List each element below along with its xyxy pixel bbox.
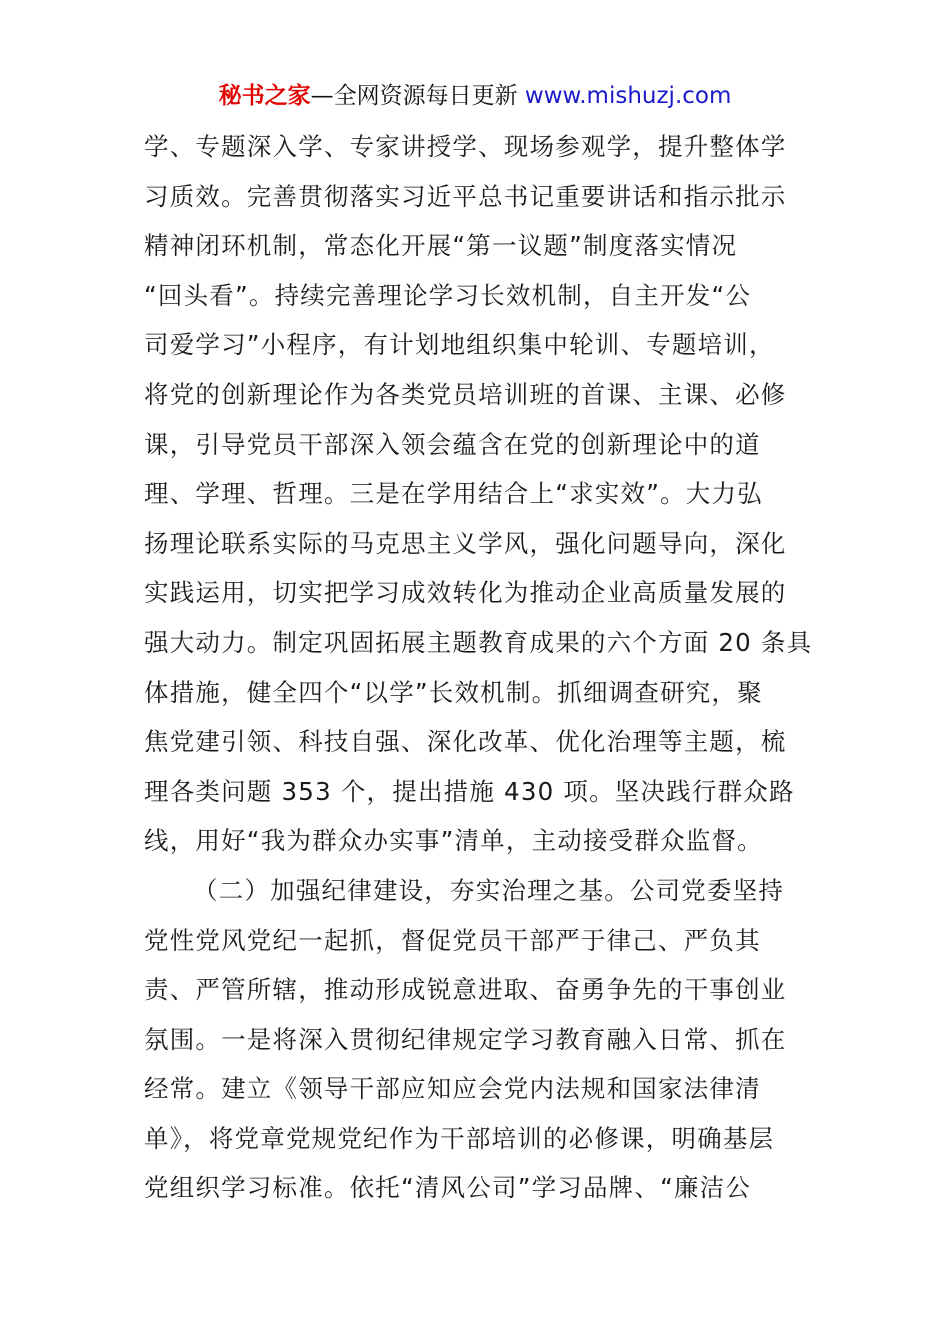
text-line: 单》，将党章党规党纪作为干部培训的必修课，明确基层 [144, 1123, 775, 1153]
text-line: 经常。建立《领导干部应知应会党内法规和国家法律清 [144, 1074, 761, 1104]
text-line: 学、专题深入学、专家讲授学、现场参观学，提升整体学 [144, 132, 787, 161]
text-line: 将党的创新理论作为各类党员培训班的首课、主课、必修 [144, 379, 787, 409]
header-tagline: —全网资源每日更新 [310, 83, 518, 109]
site-header [0, 78, 950, 114]
text-line: 氛围。一是将深入贯彻纪律规定学习教育融入日常、抓在 [144, 1024, 787, 1054]
text-line: 党性党风党纪一起抓，督促党员干部严于律己、严负其 [144, 925, 761, 955]
text-line: 精神闭环机制，常态化开展“第一议题”制度落实情况 [144, 231, 738, 261]
text-line: 司爱学习”小程序，有计划地组织集中轮训、专题培训， [144, 330, 775, 360]
text-line: 课，引导党员干部深入领会蕴含在党的创新理论中的道 [144, 429, 761, 459]
text-line: 强大动力。制定巩固拓展主题教育成果的六个方面 20 条具 [144, 627, 813, 657]
text-line: 习质效。完善贯彻落实习近平总书记重要讲话和指示批示 [144, 181, 787, 211]
document-body [144, 122, 813, 1213]
text-line: 线，用好“我为群众办实事”清单，主动接受群众监督。 [144, 826, 763, 856]
text-line: 党组织学习标准。依托“清风公司”学习品牌、“廉洁公 [144, 1173, 752, 1203]
text-line: 责、严管所辖，推动形成锐意进取、奋勇争先的干事创业 [144, 975, 787, 1005]
section-heading-line: （二）加强纪律建设，夯实治理之基。公司党委坚持 [193, 875, 785, 905]
text-line: 扬理论联系实际的马克思主义学风，强化问题导向，深化 [144, 528, 787, 558]
brand-name: 秘书之家 [218, 83, 311, 109]
text-line: “回头看”。持续完善理论学习长效机制，自主开发“公 [144, 280, 752, 310]
text-line: 焦党建引领、科技自强、深化改革、优化治理等主题，梳 [144, 727, 787, 757]
text-line: 理各类问题 353 个，提出措施 430 项。坚决践行群众路 [144, 776, 795, 806]
site-url-link[interactable]: www.mishuzj.com [524, 83, 732, 109]
text-line: 体措施，健全四个“以学”长效机制。抓细调查研究，聚 [144, 677, 763, 707]
text-line: 理、学理、哲理。三是在学用结合上“求实效”。大力弘 [144, 479, 763, 509]
text-line: 实践运用，切实把学习成效转化为推动企业高质量发展的 [144, 578, 787, 608]
